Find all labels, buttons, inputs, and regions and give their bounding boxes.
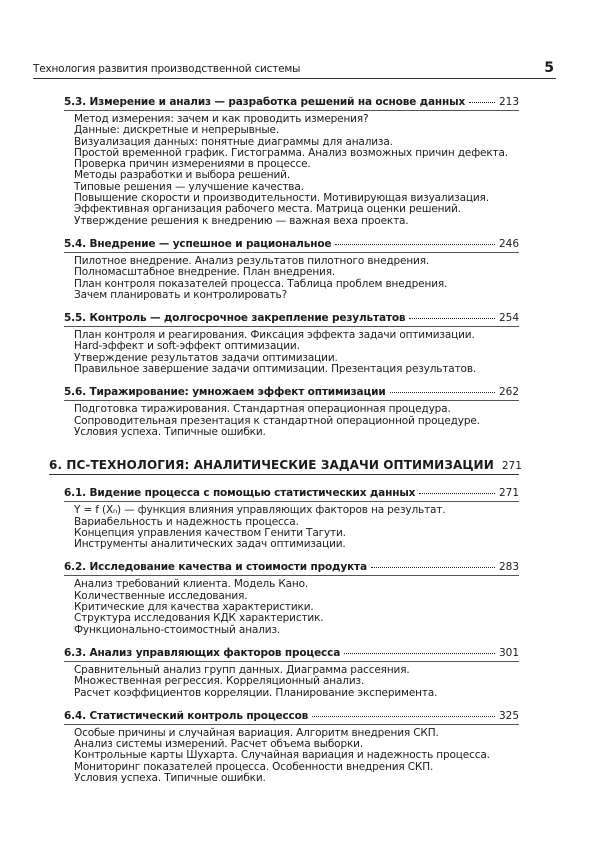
section-title: 5.5. Контроль — долгосрочное закрепление результатов [64,312,406,325]
section-page: 271 [498,487,519,500]
subtopic-line: Инструменты аналитических задач оптимизации. [74,538,346,551]
subtopic-line: Концепция управления качеством Генити Тагути. [74,526,346,539]
leader-dots [312,716,495,717]
section-title: 5.3. Измерение и анализ — разработка решений на основе данных [64,96,466,108]
leader-dots [390,392,495,393]
subtopic-line: План контроля и реагирования. Фиксация эффекта задачи оптимизации. [74,329,475,342]
subtopic-line: Метод измерения: зачем и как проводить измерения? [74,113,369,125]
toc-section-5-6 [64,384,519,438]
section-page: 246 [498,237,519,250]
subtopic-line: План контроля показателей процесса. Таблица проблем внедрения. [74,277,448,290]
spacer [64,375,519,384]
section-title: 6.3. Анализ управляющих факторов процесса [64,646,341,659]
subtopic-line: Условия успеха. Типичные ошибки. [74,425,266,438]
subtopic-list [74,330,519,375]
subtopic-line: Y = f (Xₙ) — функция влияния управляющих факторов на результат. [74,504,446,517]
subtopic-list [74,579,519,635]
subtopic-line: Типовые решения — улучшение качества. [74,180,304,193]
table-of-contents [49,94,522,784]
subtopic-line: Структура исследования КДК характеристик. [74,612,324,625]
subtopic-line: Вариабельность и надежность процесса. [74,515,299,528]
subtopic-line: Методы разработки и выбора решений. [74,169,291,182]
spacer [64,699,519,708]
subtopic-line: Критические для качества характеристики. [74,601,314,614]
section-title: 5.4. Внедрение — успешное и рациональное [64,237,332,250]
toc-entry[interactable] [64,559,519,576]
subtopic-line: Утверждение решения к внедрению — важная веха проекта. [74,214,409,227]
toc-section-6-2 [64,559,519,635]
subtopic-line: Расчет коэффициентов корреляции. Планирование эксперимента. [74,686,438,699]
subtopic-line: Простой временной график. Гистограмма. Анализ возможных причин дефекта. [74,146,508,159]
subtopic-line: Количественные исследования. [74,589,248,602]
spacer [64,636,519,645]
subtopic-line: Мониторинг показателей процесса. Особенности внедрения СКП. [74,760,434,773]
subtopic-line: Функционально-стоимостный анализ. [74,623,281,636]
toc-section-6-4 [64,708,519,784]
section-page: 325 [498,709,519,722]
toc-entry[interactable] [64,310,519,327]
toc-entry[interactable] [64,384,519,401]
section-title: 6.4. Статистический контроль процессов [64,709,309,722]
subtopic-line: Зачем планировать и контролировать? [74,288,288,301]
subtopic-list [74,114,519,227]
subtopic-line: Проверка причин измерениями в процессе. [74,158,311,171]
toc-entry[interactable] [64,645,519,662]
section-page: 254 [498,312,519,325]
toc-entry[interactable] [64,236,519,253]
spacer [64,301,519,310]
toc-section-6-3 [64,645,519,699]
leader-dots [371,567,495,568]
toc-section-5-3 [64,94,519,227]
spacer [64,550,519,559]
leader-dots [469,102,495,103]
toc-section-5-5 [64,310,519,375]
section-title: 6.1. Видение процесса с помощью статистических данных [64,487,416,500]
toc-chapter-6[interactable] [49,458,522,475]
section-page: 213 [498,96,519,108]
subtopic-line: Hard-эффект и soft-эффект оптимизации. [74,340,300,353]
leader-dots [419,493,495,494]
spacer [64,475,519,485]
subtopic-line: Контрольные карты Шухарта. Случайная вариация и надежность процесса. [74,749,490,762]
section-title: 5.6. Тиражирование: умножаем эффект оптимизации [64,386,386,399]
spacer [64,438,519,458]
subtopic-line: Сравнительный анализ групп данных. Диаграмма рассеяния. [74,663,410,676]
toc-entry[interactable] [64,94,519,111]
toc-section-6-1 [64,485,519,550]
subtopic-line: Условия успеха. Типичные ошибки. [74,771,266,784]
subtopic-list [74,665,519,699]
subtopic-line: Полномасштабное внедрение. План внедрения. [74,266,336,279]
subtopic-line: Анализ системы измерений. Расчет объема выборки. [74,738,364,751]
subtopic-line: Множественная регрессия. Корреляционный анализ. [74,675,365,688]
subtopic-line: Данные: дискретные и непрерывные. [74,124,280,137]
section-page: 283 [498,561,519,574]
toc-entry[interactable] [64,485,519,502]
section-page: 301 [498,646,519,659]
subtopic-line: Утверждение результатов задачи оптимизации. [74,351,338,364]
subtopic-line: Анализ требований клиента. Модель Кано. [74,578,309,591]
subtopic-line: Повышение скорости и производительности. Мотивирующая визуализация. [74,192,489,205]
subtopic-line: Визуализация данных: понятные диаграммы для анализа. [74,135,393,148]
leader-dots [344,653,495,654]
subtopic-list [74,256,519,301]
section-page: 262 [498,386,519,399]
chapter-title: 6. ПС-ТЕХНОЛОГИЯ: АНАЛИТИЧЕСКИЕ ЗАДАЧИ ОПТИМИЗАЦИИ [49,458,494,473]
toc-section-5-4 [64,236,519,301]
subtopic-list [74,404,519,438]
subtopic-line: Сопроводительная презентация к стандартной операционной процедуре. [74,414,480,427]
subtopic-list [74,505,519,550]
running-header-title: Технология развития производственной системы [33,63,301,75]
page-number: 5 [544,60,554,76]
subtopic-line: Пилотное внедрение. Анализ результатов пилотного внедрения. [74,254,430,267]
leader-dots [335,244,495,245]
toc-entry[interactable] [64,708,519,725]
subtopic-line: Подготовка тиражирования. Стандартная операционная процедура. [74,403,451,416]
chapter-page: 271 [501,460,522,473]
subtopic-list [74,728,519,784]
leader-dots [409,318,495,319]
subtopic-line: Правильное завершение задачи оптимизации. Презентация результатов. [74,363,477,376]
section-title: 6.2. Исследование качества и стоимости продукта [64,561,367,574]
subtopic-line: Эффективная организация рабочего места. Матрица оценки решений. [74,203,461,216]
running-header [33,58,556,79]
spacer [64,227,519,236]
subtopic-line: Особые причины и случайная вариация. Алгоритм внедрения СКП. [74,726,439,739]
